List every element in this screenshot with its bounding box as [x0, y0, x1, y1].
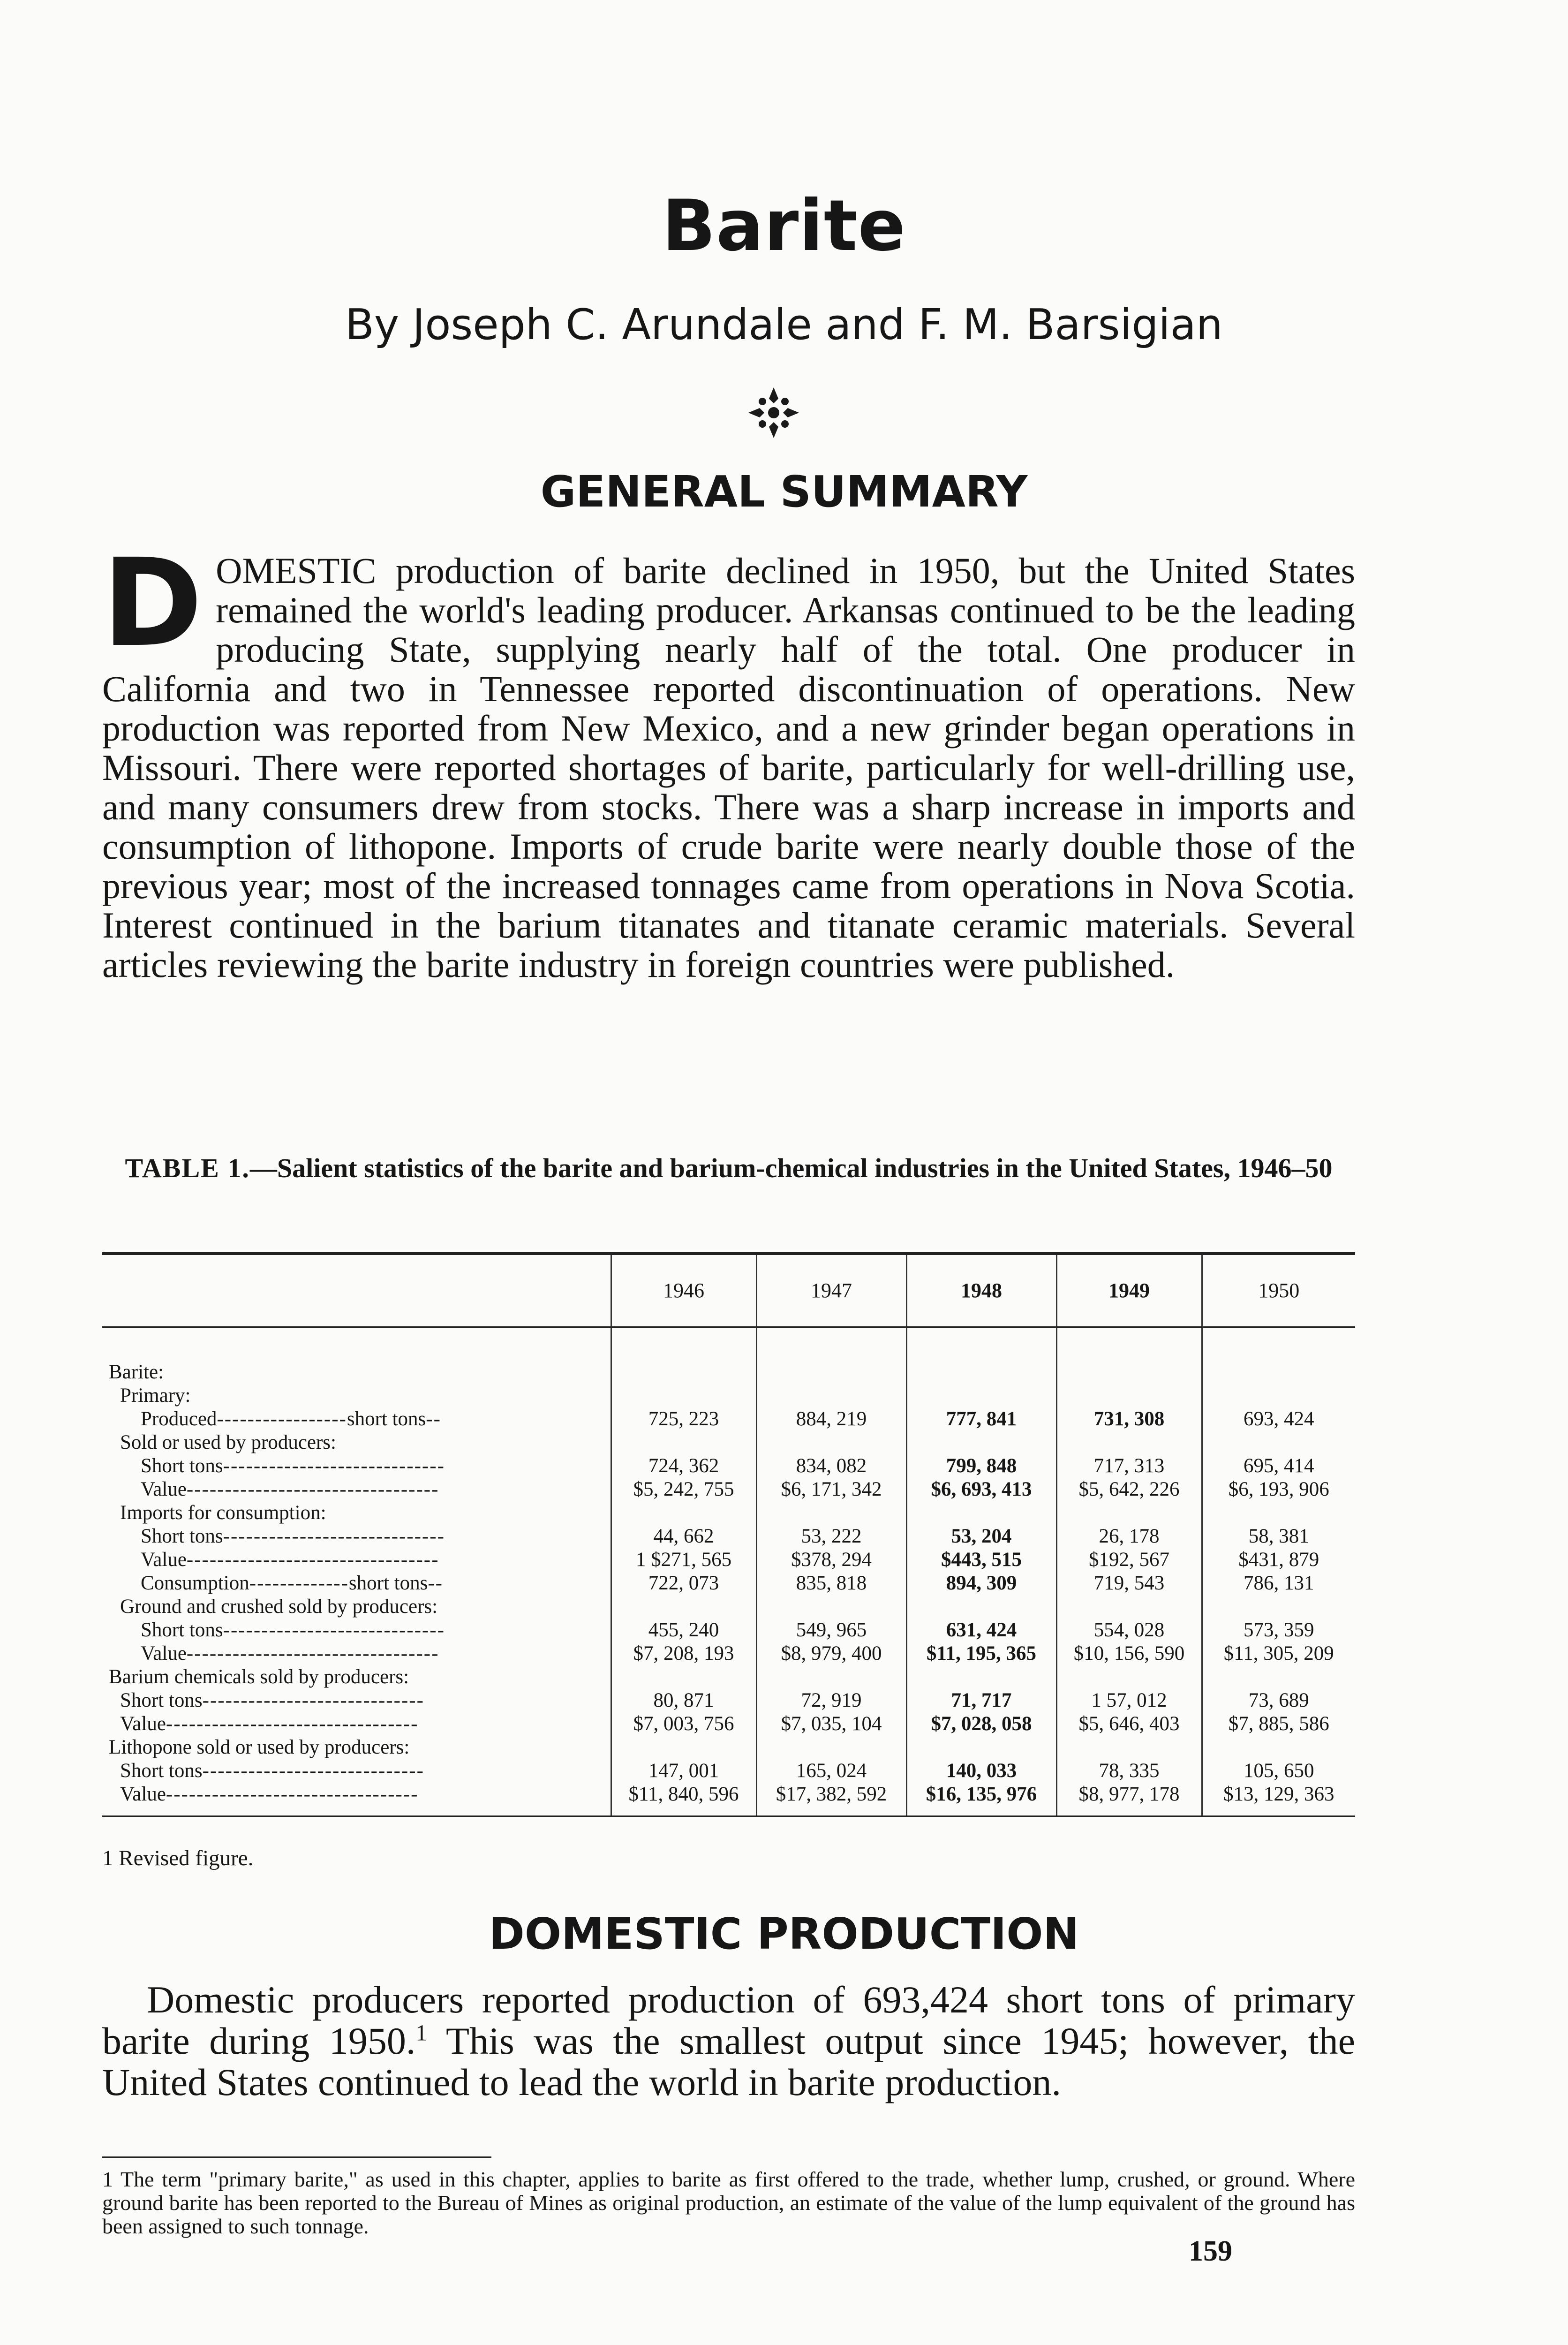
table-cell: $192, 567: [1056, 1548, 1202, 1572]
table-row: [102, 1712, 1355, 1736]
table-cell: $11, 305, 209: [1202, 1642, 1355, 1665]
row-label: Short tons-----------------------------: [141, 1619, 445, 1641]
table-cell: 549, 965: [756, 1619, 906, 1642]
table-cell: $5, 646, 403: [1056, 1712, 1202, 1736]
table-cell: 631, 424: [906, 1619, 1056, 1642]
group-label-primary: Primary:: [120, 1384, 191, 1407]
table-row: [102, 1454, 1355, 1478]
footnote-reference: 1: [415, 2020, 427, 2046]
table-cell: 78, 335: [1056, 1759, 1202, 1783]
table-cell: 884, 219: [756, 1407, 906, 1431]
table-footnote: 1 Revised figure.: [102, 1846, 254, 1870]
table-group-row: [102, 1665, 1355, 1689]
table-cell: 725, 223: [611, 1407, 756, 1431]
table-cell: 58, 381: [1202, 1525, 1355, 1548]
table-cell: $6, 171, 342: [756, 1478, 906, 1501]
table-cell: 53, 222: [756, 1525, 906, 1548]
table-cell: 140, 033: [906, 1759, 1056, 1783]
table-cell: 777, 841: [906, 1407, 1056, 1431]
table-group-row: [102, 1361, 1355, 1384]
row-label: Value---------------------------------: [141, 1478, 439, 1500]
table-cell: $16, 135, 976: [906, 1783, 1056, 1816]
row-label: Short tons-----------------------------: [120, 1760, 424, 1782]
domestic-production-heading: DOMESTIC PRODUCTION: [489, 1909, 1079, 1959]
table-cell: $7, 035, 104: [756, 1712, 906, 1736]
table-cell: 554, 028: [1056, 1619, 1202, 1642]
table-cell: 53, 204: [906, 1525, 1056, 1548]
fleuron-ornament-icon: [746, 385, 802, 441]
table-caption-label: TABLE 1.: [125, 1153, 250, 1183]
table-cell: 835, 818: [756, 1572, 906, 1595]
table-cell: $7, 003, 756: [611, 1712, 756, 1736]
table-cell: 73, 689: [1202, 1689, 1355, 1712]
table-group-row: [102, 1595, 1355, 1619]
table-cell: 72, 919: [756, 1689, 906, 1712]
table-cell: $10, 156, 590: [1056, 1642, 1202, 1665]
table-cell: 147, 001: [611, 1759, 756, 1783]
table-caption-text: —Salient statistics of the barite and barium-chemical industries in the United States, 1946–50: [249, 1153, 1333, 1183]
table-cell: 786, 131: [1202, 1572, 1355, 1595]
row-label: Value---------------------------------: [102, 1783, 611, 1816]
intro-paragraph: [102, 533, 1355, 985]
row-label: Consumption-------------short tons--: [141, 1572, 443, 1594]
table-cell: $378, 294: [756, 1548, 906, 1572]
table-header-row: [102, 1254, 1355, 1327]
table-cell: $8, 977, 178: [1056, 1783, 1202, 1816]
table-cell: $443, 515: [906, 1548, 1056, 1572]
table-cell: $7, 885, 586: [1202, 1712, 1355, 1736]
table-spacer-row: [102, 1327, 1355, 1361]
table-cell: 894, 309: [906, 1572, 1056, 1595]
table-cell: 834, 082: [756, 1454, 906, 1478]
production-text-end: This was the smallest output since 1945; however, the United States continued to lead the world in barite production.: [102, 2020, 1355, 2103]
table-group-row: [102, 1431, 1355, 1454]
table-cell: 731, 308: [1056, 1407, 1202, 1431]
table-row: [102, 1525, 1355, 1548]
group-label-barite: Barite:: [109, 1361, 164, 1383]
table-row: [102, 1572, 1355, 1595]
row-label: Produced-----------------short tons--: [141, 1408, 441, 1430]
drop-cap: D: [102, 533, 203, 673]
table-caption: [102, 1151, 1355, 1185]
table-group-row: [102, 1501, 1355, 1525]
group-label-chemicals: Barium chemicals sold by producers:: [109, 1666, 409, 1688]
table-row: [102, 1548, 1355, 1572]
table-row: [102, 1642, 1355, 1665]
table-cell: 71, 717: [906, 1689, 1056, 1712]
page-number: 159: [1189, 2235, 1232, 2267]
table-cell: $5, 642, 226: [1056, 1478, 1202, 1501]
column-header-year: 1949: [1056, 1254, 1202, 1327]
footnote-divider: [102, 2156, 491, 2158]
table-cell: 165, 024: [756, 1759, 906, 1783]
table-cell: 722, 073: [611, 1572, 756, 1595]
table-cell: $431, 879: [1202, 1548, 1355, 1572]
table-cell: 695, 414: [1202, 1454, 1355, 1478]
table-cell: 717, 313: [1056, 1454, 1202, 1478]
table-cell: 44, 662: [611, 1525, 756, 1548]
column-header-year: 1948: [906, 1254, 1056, 1327]
column-header-year: 1947: [756, 1254, 906, 1327]
group-label-lithopone: Lithopone sold or used by producers:: [109, 1736, 410, 1758]
row-label: Value---------------------------------: [120, 1713, 419, 1735]
table-cell: 724, 362: [611, 1454, 756, 1478]
table-group-row: [102, 1384, 1355, 1407]
salient-statistics-table: [102, 1252, 1355, 1817]
row-label: Short tons-----------------------------: [120, 1689, 424, 1711]
table-cell: $5, 242, 755: [611, 1478, 756, 1501]
table-row: [102, 1783, 1355, 1816]
table-cell: 693, 424: [1202, 1407, 1355, 1431]
table-row: [102, 1619, 1355, 1642]
table-cell: $11, 840, 596: [611, 1783, 756, 1816]
table-cell: 105, 650: [1202, 1759, 1355, 1783]
production-paragraph: [102, 1979, 1355, 2103]
intro-text: OMESTIC production of barite declined in 1950, but the United States remained the world's leading producer. Arkansas continued to be the leading producing State, supplying nearly half of the total. One producer in California and two in Tennessee reported discontinuation of operations. New production was reported from New Mexico, and a new grinder began operations in Missouri. There were reported shortages of barite, particularly for well-drilling use, and many consumers drew from stocks. There was a sharp increase in imports and consumption of lithopone. Imports of crude barite were nearly double those of the previous year; most of the increased tonnages came from operations in Nova Scotia. Interest continued in the barium titanates and titanate ceramic materials. Several articles reviewing the barite industry in foreign countries were published.: [102, 550, 1355, 985]
table-row: [102, 1478, 1355, 1501]
table-cell: 573, 359: [1202, 1619, 1355, 1642]
table-cell: 1 57, 012: [1056, 1689, 1202, 1712]
table-row: [102, 1759, 1355, 1783]
table-cell: $6, 193, 906: [1202, 1478, 1355, 1501]
group-label-ground: Ground and crushed sold by producers:: [120, 1596, 438, 1618]
table-cell: 1 $271, 565: [611, 1548, 756, 1572]
table-cell: $7, 208, 193: [611, 1642, 756, 1665]
column-header-year: 1950: [1202, 1254, 1355, 1327]
row-label: Short tons-----------------------------: [141, 1525, 445, 1547]
table-row: [102, 1407, 1355, 1431]
row-label: Value---------------------------------: [141, 1642, 439, 1664]
group-label-sold: Sold or used by producers:: [120, 1431, 336, 1453]
table-cell: 26, 178: [1056, 1525, 1202, 1548]
table-cell: 799, 848: [906, 1454, 1056, 1478]
row-label: Short tons-----------------------------: [141, 1455, 445, 1477]
general-summary-heading: GENERAL SUMMARY: [540, 467, 1028, 517]
table-cell: 455, 240: [611, 1619, 756, 1642]
table-cell: $11, 195, 365: [906, 1642, 1056, 1665]
table-cell: 719, 543: [1056, 1572, 1202, 1595]
authors-line: By Joseph C. Arundale and F. M. Barsigian: [345, 300, 1223, 349]
row-label: Value---------------------------------: [141, 1549, 439, 1571]
table-cell: $13, 129, 363: [1202, 1783, 1355, 1816]
column-header-year: 1946: [611, 1254, 756, 1327]
table-cell: $17, 382, 592: [756, 1783, 906, 1816]
table-cell: $7, 028, 058: [906, 1712, 1056, 1736]
production-text-start: Domestic producers reported production of 693,424 short tons of primary barite during 1950.: [102, 1978, 1355, 2062]
table-group-row: [102, 1736, 1355, 1759]
page-title: Barite: [662, 185, 906, 267]
table-cell: $8, 979, 400: [756, 1642, 906, 1665]
group-label-imports: Imports for consumption:: [120, 1502, 326, 1524]
table-header-blank: [102, 1254, 611, 1327]
primary-barite-footnote: 1 The term "primary barite," as used in this chapter, applies to barite as first offered to the trade, whether lump, crushed, or ground. Where ground barite has been reported to the Bureau of Mines as original production, an estimate of the value of the lump equivalent of the ground has been assigned to such tonnage.: [102, 2167, 1355, 2238]
table-row: [102, 1689, 1355, 1712]
table-cell: 80, 871: [611, 1689, 756, 1712]
table-cell: $6, 693, 413: [906, 1478, 1056, 1501]
